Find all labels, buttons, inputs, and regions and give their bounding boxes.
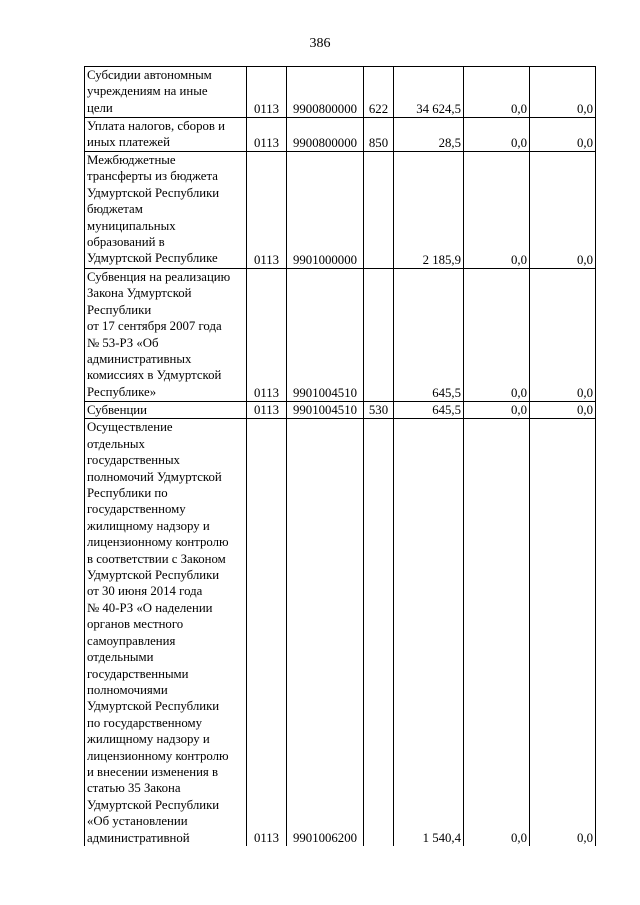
target-code: 9900800000: [287, 67, 364, 118]
expense-type-code: [364, 419, 394, 846]
target-code: 9900800000: [287, 118, 364, 152]
value-cell: 0,0: [530, 269, 596, 402]
expense-type-code: 530: [364, 402, 394, 419]
table-row: [85, 269, 596, 402]
page-number: 386: [309, 36, 331, 51]
value-cell: 0,0: [530, 67, 596, 118]
amount-cell: 645,5: [394, 402, 464, 419]
target-code: 9901004510: [287, 402, 364, 419]
section-code: 0113: [247, 118, 287, 152]
section-code: 0113: [247, 67, 287, 118]
row-name: Субвенция на реализацию Закона Удмуртской Республики от 17 сентября 2007 года № 53-РЗ «Об административных комиссиях в Удмуртской Республике»: [85, 269, 247, 402]
table-row: [85, 118, 596, 152]
value-cell: 0,0: [464, 402, 530, 419]
value-cell: 0,0: [530, 402, 596, 419]
expense-type-code: 622: [364, 67, 394, 118]
value-cell: 0,0: [530, 419, 596, 846]
table-row: [85, 67, 596, 118]
table-row: [85, 419, 596, 846]
amount-cell: 28,5: [394, 118, 464, 152]
value-cell: 0,0: [464, 419, 530, 846]
expense-type-code: [364, 269, 394, 402]
section-code: 0113: [247, 402, 287, 419]
value-cell: 0,0: [464, 152, 530, 269]
section-code: 0113: [247, 269, 287, 402]
amount-cell: 2 185,9: [394, 152, 464, 269]
value-cell: 0,0: [530, 118, 596, 152]
amount-cell: 1 540,4: [394, 419, 464, 846]
target-code: 9901006200: [287, 419, 364, 846]
expense-type-code: 850: [364, 118, 394, 152]
target-code: 9901000000: [287, 152, 364, 269]
expense-type-code: [364, 152, 394, 269]
value-cell: 0,0: [530, 152, 596, 269]
row-name: Межбюджетные трансферты из бюджета Удмуртской Республики бюджетам муниципальных образований в Удмуртской Республике: [85, 152, 247, 269]
row-name: Субвенции: [85, 402, 247, 419]
section-code: 0113: [247, 419, 287, 846]
target-code: 9901004510: [287, 269, 364, 402]
section-code: 0113: [247, 152, 287, 269]
table-row: [85, 152, 596, 269]
table-row: [85, 402, 596, 419]
amount-cell: 34 624,5: [394, 67, 464, 118]
value-cell: 0,0: [464, 269, 530, 402]
value-cell: 0,0: [464, 67, 530, 118]
value-cell: 0,0: [464, 118, 530, 152]
amount-cell: 645,5: [394, 269, 464, 402]
row-name: Уплата налогов, сборов и иных платежей: [85, 118, 247, 152]
row-name: Субсидии автономным учреждениям на иные цели: [85, 67, 247, 118]
row-name: Осуществление отдельных государственных полномочий Удмуртской Республики по государственному жилищному надзору и лицензионному контролю в соответствии с Законом Удмуртской Республики от 30 июня 2014 года № 40-РЗ «О наделении органов местного самоуправления отдельными государственными полномочиями Удмуртской Республики по государственному жилищному надзору и лицензионному контролю и внесении изменения в статью 35 Закона Удмуртской Республики «Об установлении административной: [85, 419, 247, 846]
budget-table: [84, 66, 596, 846]
